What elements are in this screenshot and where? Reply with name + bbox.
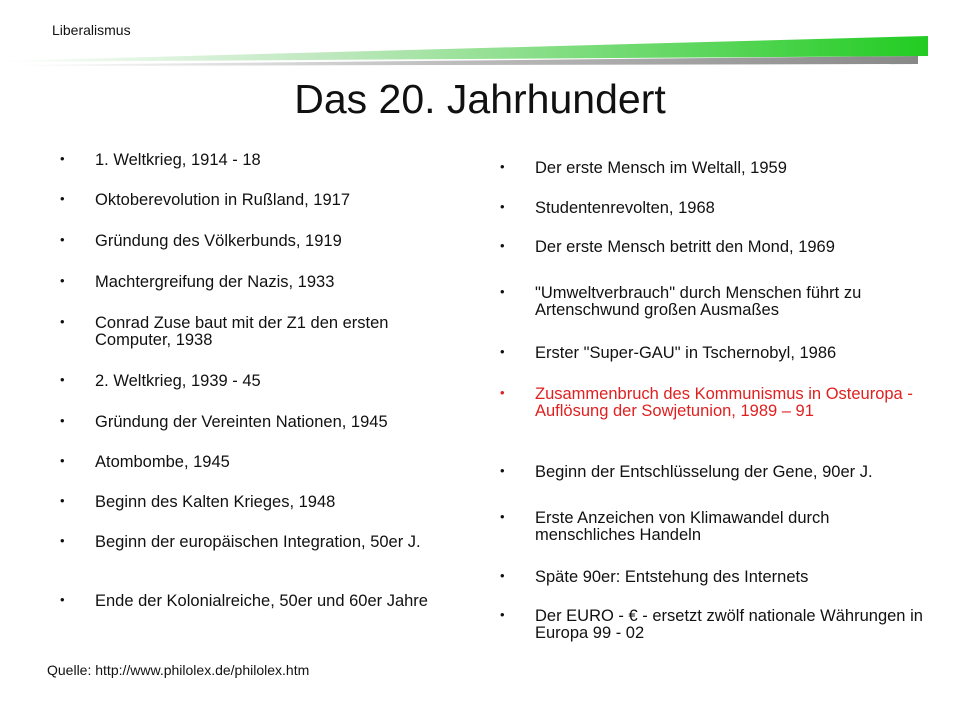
bullet-icon: • <box>60 314 65 329</box>
header-label: Liberalismus <box>52 22 131 38</box>
bullet-icon: • <box>60 453 65 468</box>
bullet-icon: • <box>60 151 65 166</box>
bullet-icon: • <box>500 568 505 583</box>
bullet-icon: • <box>500 284 505 299</box>
bullet-icon: • <box>60 191 65 206</box>
bullet-icon: • <box>60 372 65 387</box>
bullet-icon: • <box>500 344 505 359</box>
bullet-icon: • <box>500 385 505 400</box>
bullet-icon: • <box>500 159 505 174</box>
bullet-icon: • <box>60 413 65 428</box>
header-swoosh-bar <box>0 34 930 70</box>
bullet-icon: • <box>500 607 505 622</box>
slide-title: Das 20. Jahrhundert <box>294 76 666 122</box>
bullet-icon: • <box>60 592 65 607</box>
bullet-icon: • <box>500 509 505 524</box>
bullet-icon: • <box>500 238 505 253</box>
bullet-icon: • <box>60 232 65 247</box>
bullet-icon: • <box>60 493 65 508</box>
bullet-icon: • <box>60 273 65 288</box>
bullet-icon: • <box>60 533 65 548</box>
bullet-icon: • <box>500 463 505 478</box>
bullet-icon: • <box>500 199 505 214</box>
source-citation: Quelle: http://www.philolex.de/philolex.htm <box>47 662 310 678</box>
